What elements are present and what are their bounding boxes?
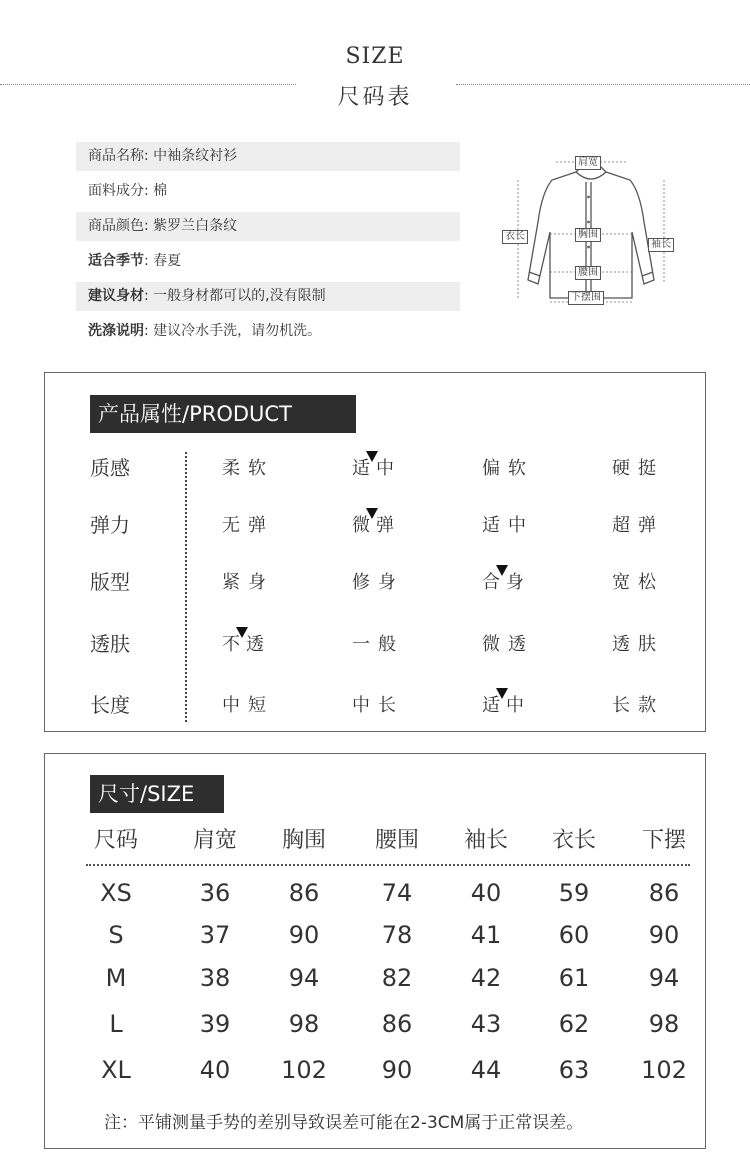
attribute-label: 版型: [90, 570, 130, 594]
attribute-option: [352, 454, 394, 480]
size-column-header: 尺码: [93, 828, 138, 853]
diagram-label-sleeve: 袖长: [648, 238, 674, 252]
attribute-option: 一般: [352, 634, 404, 655]
size-value-cell: 102: [281, 1056, 327, 1084]
size-value-cell: 60: [558, 921, 590, 949]
size-value-cell: 62: [558, 1010, 590, 1038]
size-label-cell: XS: [100, 879, 132, 907]
attribute-label: 长度: [90, 693, 130, 717]
size-value-cell: 90: [288, 921, 320, 949]
attribute-option: 超弹: [612, 515, 664, 536]
attributes-divider: [185, 452, 187, 722]
info-value: 棉: [153, 183, 168, 199]
option-text-part: 身: [506, 572, 524, 593]
size-label-cell: S: [108, 921, 124, 949]
option-text-part: 中: [506, 695, 524, 716]
size-label-cell: M: [105, 964, 127, 992]
size-column-header: 肩宽: [192, 828, 237, 853]
attribute-option: 柔软: [222, 458, 274, 479]
attribute-label: 弹力: [90, 513, 130, 537]
attribute-option: [222, 630, 264, 656]
size-value-cell: 37: [199, 921, 231, 949]
size-value-cell: 90: [381, 1056, 413, 1084]
option-text-part: 适: [352, 458, 370, 479]
size-column-header: 袖长: [463, 828, 508, 853]
title-cn: 尺码表: [337, 85, 413, 110]
info-row-name: 商品名称: 中袖条纹衬衫: [76, 142, 460, 171]
info-row-wash: 洗涤说明: 建议冷水手洗，请勿机洗。: [88, 323, 322, 339]
attribute-option: 透肤: [612, 634, 664, 655]
diagram-label-shoulder: 肩宽: [575, 156, 601, 170]
product-section-title: 产品属性/PRODUCT: [90, 395, 356, 433]
size-value-cell: 102: [641, 1056, 687, 1084]
size-section-title: 尺寸/SIZE: [90, 775, 224, 813]
size-value-cell: 59: [558, 879, 590, 907]
info-row-season: 适合季节: 春夏: [88, 253, 182, 269]
info-value: 一般身材都可以的,没有限制: [153, 288, 326, 304]
size-value-cell: 63: [558, 1056, 590, 1084]
attribute-option: 宽松: [612, 572, 664, 593]
size-column-header: 胸围: [281, 828, 326, 853]
info-label: 商品颜色: [88, 218, 144, 234]
size-header-divider: [86, 864, 690, 866]
size-value-cell: 41: [470, 921, 502, 949]
option-text-part: 不: [222, 634, 240, 655]
size-value-cell: 82: [381, 964, 413, 992]
size-label-cell: L: [109, 1010, 123, 1038]
attribute-option: [482, 568, 524, 594]
attribute-option: 微透: [482, 634, 534, 655]
info-value: 中袖条纹衬衫: [153, 148, 238, 164]
option-text-part: 透: [246, 634, 264, 655]
option-text-part: 弹: [376, 515, 394, 536]
size-value-cell: 38: [199, 964, 231, 992]
size-value-cell: 86: [648, 879, 680, 907]
info-row-fabric: 面料成分: 棉: [88, 183, 168, 199]
info-value: 建议冷水手洗，请勿机洗。: [153, 323, 322, 339]
attribute-label: 质感: [90, 456, 130, 480]
size-label-cell: XL: [101, 1056, 131, 1084]
attribute-option: 长款: [612, 695, 664, 716]
attribute-option: 修身: [352, 572, 404, 593]
info-label: 建议身材: [88, 288, 144, 304]
size-value-cell: 98: [288, 1010, 320, 1038]
size-value-cell: 44: [470, 1056, 502, 1084]
attribute-option: 硬挺: [612, 458, 664, 479]
attribute-option: 中长: [352, 695, 404, 716]
size-value-cell: 43: [470, 1010, 502, 1038]
info-label: 商品名称: [88, 148, 144, 164]
info-value: 紫罗兰白条纹: [153, 218, 238, 234]
size-note: 注：平铺测量手势的差别导致误差可能在2-3CM属于正常误差。: [104, 1113, 584, 1133]
attribute-option: 偏软: [482, 458, 534, 479]
size-value-cell: 94: [648, 964, 680, 992]
attribute-option: 无弹: [222, 515, 274, 536]
option-text-part: 中: [376, 458, 394, 479]
size-value-cell: 42: [470, 964, 502, 992]
info-label: 洗涤说明: [88, 323, 144, 339]
attribute-label: 透肤: [90, 632, 130, 656]
info-value: 春夏: [153, 253, 182, 269]
diagram-label-hem: 下摆围: [568, 291, 604, 305]
attribute-option: 紧身: [222, 572, 274, 593]
size-value-cell: 86: [381, 1010, 413, 1038]
diagram-label-waist: 腰围: [575, 266, 601, 280]
attribute-option: 适中: [482, 515, 534, 536]
attribute-option: [482, 691, 524, 717]
size-value-cell: 61: [558, 964, 590, 992]
option-text-part: 微: [352, 515, 370, 536]
shirt-diagram: [500, 152, 682, 308]
info-row-body: 建议身材: 一般身材都可以的,没有限制: [76, 282, 460, 311]
size-column-header: 下摆: [641, 828, 686, 853]
info-row-color: 商品颜色: 紫罗兰白条纹: [76, 212, 460, 241]
size-value-cell: 40: [199, 1056, 231, 1084]
size-value-cell: 40: [470, 879, 502, 907]
option-text-part: 合: [482, 572, 500, 593]
attribute-option: 中短: [222, 695, 274, 716]
attribute-option: [352, 511, 394, 537]
size-value-cell: 36: [199, 879, 231, 907]
size-column-header: 腰围: [374, 828, 419, 853]
size-value-cell: 90: [648, 921, 680, 949]
size-value-cell: 86: [288, 879, 320, 907]
info-label: 适合季节: [88, 253, 144, 269]
option-text-part: 适: [482, 695, 500, 716]
size-value-cell: 39: [199, 1010, 231, 1038]
info-label: 面料成分: [88, 183, 144, 199]
diagram-label-chest: 胸围: [575, 228, 601, 242]
diagram-label-length: 衣长: [502, 230, 528, 244]
title-en: SIZE: [345, 44, 405, 69]
size-value-cell: 98: [648, 1010, 680, 1038]
size-column-header: 衣长: [551, 828, 596, 853]
size-value-cell: 74: [381, 879, 413, 907]
size-value-cell: 78: [381, 921, 413, 949]
size-value-cell: 94: [288, 964, 320, 992]
